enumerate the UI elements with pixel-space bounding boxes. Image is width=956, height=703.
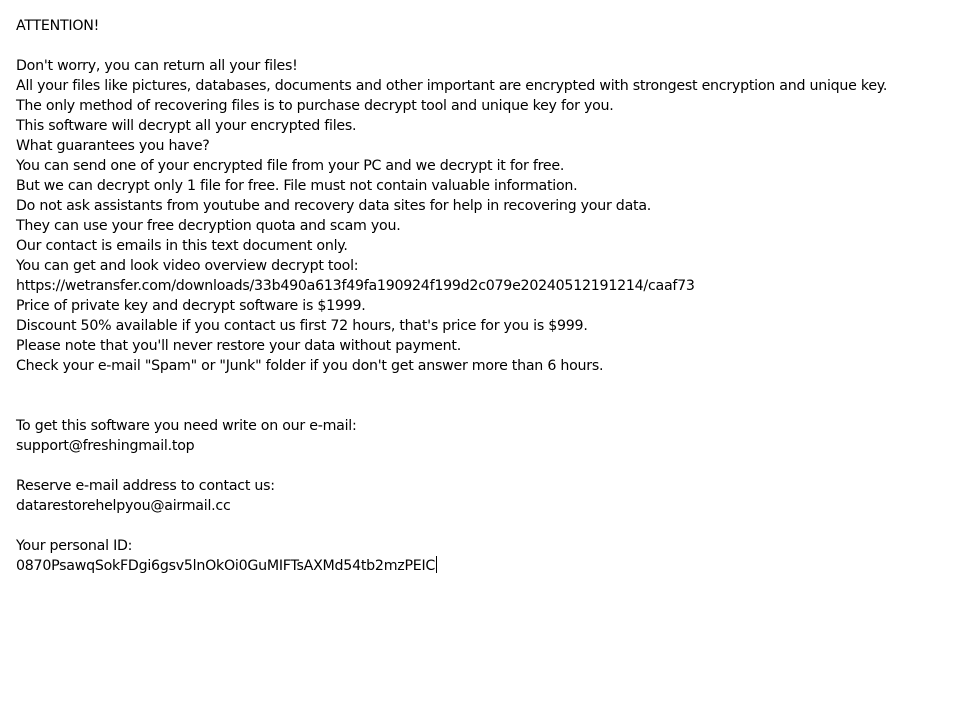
text-line: Check your e-mail "Spam" or "Junk" folder if you don't get answer more than 6 hours.	[16, 358, 604, 374]
text-line: What guarantees you have?	[16, 138, 210, 154]
text-line	[16, 456, 956, 476]
text-line: Price of private key and decrypt software is $1999.	[16, 298, 366, 314]
text-line: To get this software you need write on our e-mail:	[16, 418, 357, 434]
text-line	[16, 396, 956, 416]
text-line: Don't worry, you can return all your files!	[16, 58, 298, 74]
text-line: Do not ask assistants from youtube and recovery data sites for help in recovering your data.	[16, 198, 652, 214]
text-line: datarestorehelpyou@airmail.cc	[16, 498, 231, 514]
text-line: https://wetransfer.com/downloads/33b490a613f49fa190924f199d2c079e20240512191214/caaf73	[16, 278, 695, 294]
text-line: ATTENTION!	[16, 18, 100, 34]
text-line: But we can decrypt only 1 file for free. File must not contain valuable information.	[16, 178, 578, 194]
text-line: support@freshingmail.top	[16, 438, 195, 454]
text-line: The only method of recovering files is to purchase decrypt tool and unique key for you.	[16, 98, 614, 114]
text-line: This software will decrypt all your encrypted files.	[16, 118, 357, 134]
text-line: All your files like pictures, databases, documents and other important are encrypted with strongest encryption and unique key.	[16, 78, 888, 94]
text-line: They can use your free decryption quota and scam you.	[16, 218, 401, 234]
text-line: You can get and look video overview decrypt tool:	[16, 258, 359, 274]
text-line: Your personal ID:	[16, 538, 133, 554]
text-line: Our contact is emails in this text document only.	[16, 238, 348, 254]
text-line: Discount 50% available if you contact us first 72 hours, that's price for you is $999.	[16, 318, 588, 334]
personal-id-text: 0870PsawqSokFDgi6gsv5lnOkOi0GuMIFTsAXMd54tb2mzPEIC	[16, 558, 436, 574]
text-line	[16, 36, 956, 56]
text-line: Please note that you'll never restore your data without payment.	[16, 338, 461, 354]
last-line	[16, 556, 956, 576]
text-line	[16, 376, 956, 396]
text-line: You can send one of your encrypted file from your PC and we decrypt it for free.	[16, 158, 565, 174]
text-line: Reserve e-mail address to contact us:	[16, 478, 275, 494]
text-line	[16, 516, 956, 536]
text-cursor	[436, 556, 437, 573]
